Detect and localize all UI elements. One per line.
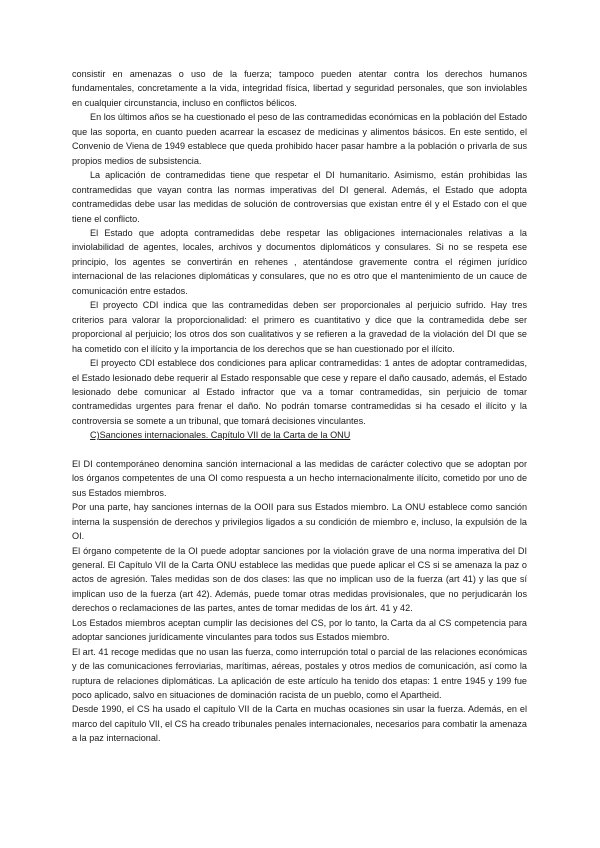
paragraph-binding-decisions: Los Estados miembros aceptan cumplir las decisiones del CS, por lo tanto, la Carta da al CS competencia para adoptar sanciones jurídicamente vinculantes para todos sus Estados miembro. <box>72 617 527 643</box>
paragraph-proportionality: El proyecto CDI indica que las contramedidas deben ser proporcionales al perjuicio sufrido. Hay tres criterios para valorar la proporcionalidad: el primero es cuantitativo y dice que la contramedida debe ser proporcional al perjuicio; los otros dos son cualitativos y se refieren a la gravedad de la violación del DI que se ha cometido con el ilícito y la importancia de los derechos que se han cuestionado por el ilícito. <box>72 300 527 354</box>
paragraph-economic-countermeasures: En los últimos años se ha cuestionado el peso de las contramedidas económicas en la población del Estado que las soporta, en cuanto pueden acarrear la escasez de medicinas y alimentos básicos. En este sentido, el Convenio de Viena de 1949 establece que queda prohibido hacer pasar hambre a la población o privarla de sus propios medios de subsistencia. <box>72 112 527 166</box>
paragraph-since-1990: Desde 1990, el CS ha usado el capítulo VII de la Carta en muchas ocasiones sin usar la fuerza. Además, en el marco del capítulo VII, el CS ha creado tribunales penales internacionales, necesarios para combatir la amenaza a la paz internacional. <box>72 704 527 744</box>
paragraph-article-41: El art. 41 recoge medidas que no usan las fuerza, como interrupción total o parcial de las relaciones económicas y de las comunicaciones ferroviarias, marítimas, aéreas, postales y otros medios de comunicación, así como la ruptura de relaciones diplomáticas. La aplicación de este artículo ha tenido dos etapas: 1 entre 1945 y 199 fue poco aplicado, salvo en situaciones de dominación racista de un pueblo, como el Apartheid. <box>72 646 527 701</box>
paragraph-humanitarian-law: La aplicación de contramedidas tiene que respetar el DI humanitario. Asimismo, están prohibidas las contramedidas que vayan contra las normas imperativas del DI general. Además, el Estado que adopta contramedidas debe usar las medidas de solución de controversias que existan entre él y el Estado con el que tiene el conflicto. <box>72 170 527 224</box>
paragraph-fundamental-rights: consistir en amenazas o uso de la fuerza; tampoco pueden atentar contra los derechos humanos fundamentales, concretamente a la vida, integridad física, libertad y seguridad personales, que son inviolables en cualquier circunstancia, incluso en conflictos bélicos. <box>72 69 527 108</box>
document-page <box>72 67 527 746</box>
paragraph-chapter-vii: El órgano competente de la OI puede adoptar sanciones por la violación grave de una norma imperativa del DI general. El Capítulo VII de la Carta ONU establece las medidas que puede aplicar el CS si se amenaza la paz o actos de agresión. Tales medidas son de dos clases: las que no implican uso de la fuerza (art 41) y las que sí implican uso de la fuerza (art 42). Además, puede tomar otras medidas provisionales, que no perjudicarán los derechos o reclamaciones de las partes, antes de tomar medidas de los árt. 41 y 42. <box>72 545 527 614</box>
section-heading: C)Sanciones internacionales. Capítulo VII de la Carta de la ONU <box>90 430 351 441</box>
paragraph-sanction-definition: El DI contemporáneo denomina sanción internacional a las medidas de carácter colectivo que se adoptan por los órganos competentes de una OI como respuesta a un hecho internacionalmente ilícito, cometido por uno de sus Estados miembros. <box>72 458 527 498</box>
paragraph-internal-sanctions: Por una parte, hay sanciones internas de la OOII para sus Estados miembro. La ONU establece como sanción interna la suspensión de derechos y privilegios ligados a su condición de miembro e, incluso, la expulsión de la OI. <box>72 502 527 542</box>
paragraph-diplomatic-inviolability: El Estado que adopta contramedidas debe respetar las obligaciones internacionales relativas a la inviolabilidad de agentes, locales, archivos y documentos diplomáticos y consulares. Si no se respeta ese principio, los agentes se convertirán en rehenes , atentándose gravemente contra el régimen jurídico internacional de las relaciones diplomáticas y consulares, que no es otro que el mantenimiento de un cauce de comunicación entre estados. <box>72 227 527 296</box>
paragraph-conditions: El proyecto CDI establece dos condiciones para aplicar contramedidas: 1 antes de adoptar contramedidas, el Estado lesionado debe requerir al Estado responsable que cese y repare el daño causado, además, el Estado lesionado debe comunicar al Estado infractor que va a tomar contramedidas, sin perjuicio de tomar contramedidas urgentes para frenar el daño. No podrán tomarse contramedidas si ha cesado el ilícito y la controversia se somete a un tribunal, que tomará decisiones vinculantes. <box>72 358 527 426</box>
